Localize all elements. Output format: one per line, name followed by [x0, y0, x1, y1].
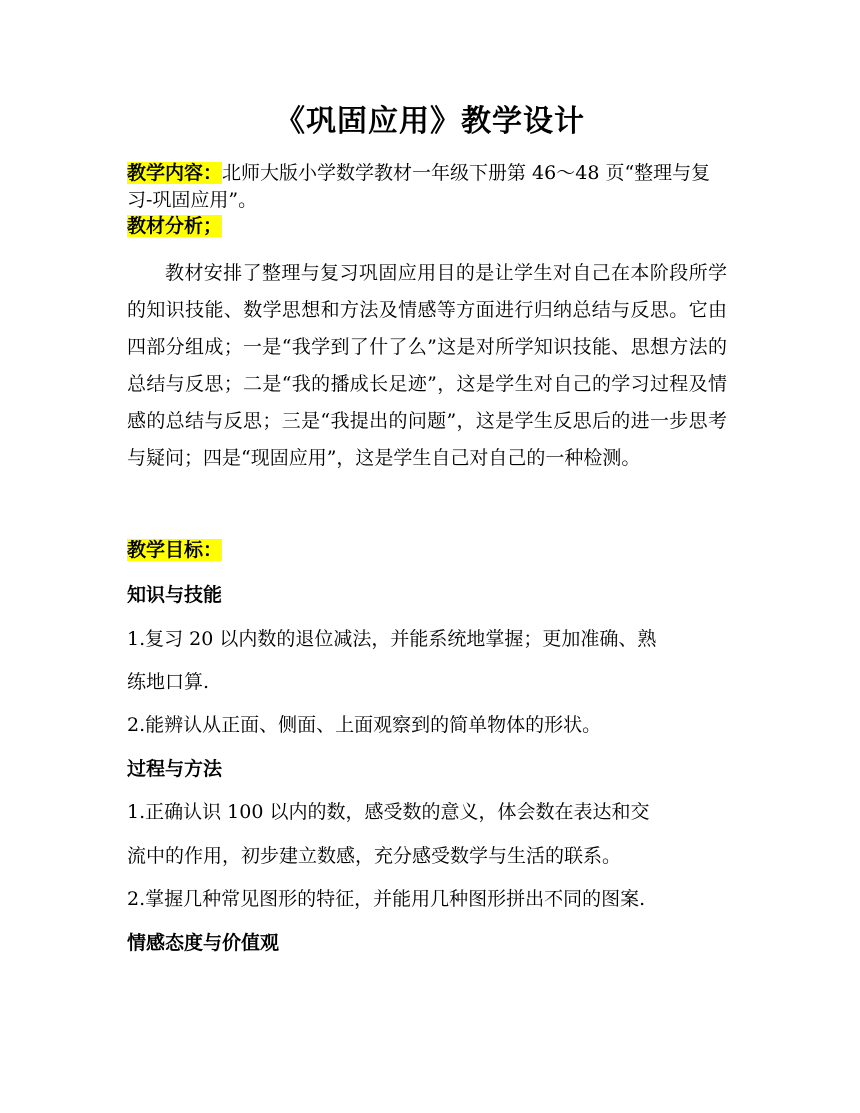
knowledge-skills-heading: 知识与技能	[127, 584, 223, 606]
knowledge-item-1-line-1: 1.复习 20 以内数的退位减法，并能系统地掌握；更加准确、熟	[127, 628, 657, 650]
process-item-1-line-2: 流中的作用，初步建立数感，充分感受数学与生活的联系。	[127, 845, 622, 867]
knowledge-item-2: 2.能辨认从正面、侧面、上面观察到的简单物体的形状。	[127, 714, 602, 736]
process-item-2: 2.掌握几种常见图形的特征，并能用几种图形拼出不同的图案.	[127, 888, 646, 910]
material-analysis-heading	[127, 213, 222, 239]
teaching-content-text: 北师大版小学数学教材一年级下册第 46～48 页“整理与复	[222, 162, 711, 184]
teaching-goals-label: 教学目标：	[127, 539, 223, 561]
knowledge-item-1-line-2: 练地口算.	[127, 671, 210, 693]
material-analysis-paragraph: 教材安排了整理与复习巩固应用目的是让学生对自己在本阶段所学的知识技能、数学思想和方法及情感等方面进行归纳总结与反思。它由四部分组成；一是“我学到了什了么”这是对所学知识技能、思想方法的总结与反思；二是“我的播成长足迹”，这是学生对自己的学习过程及情感的总结与反思；三是“我提出的问题”，这是学生反思后的进一步思考与疑问；四是“现固应用”，这是学生自己对自己的一种检测。	[127, 262, 727, 469]
page-title: 《巩固应用》教学设计	[275, 104, 585, 139]
teaching-content-line-1	[127, 160, 710, 186]
process-method-heading: 过程与方法	[127, 758, 223, 780]
teaching-goals-heading	[127, 537, 222, 563]
material-analysis-label: 教材分析；	[127, 215, 223, 237]
teaching-content-label: 教学内容：	[127, 162, 223, 184]
process-item-1-line-1: 1.正确认识 100 以内的数，感受数的意义，体会数在表达和交	[127, 801, 650, 823]
emotion-values-heading: 情感态度与价值观	[127, 932, 280, 954]
teaching-content-line-2: 习-巩固应用”。	[127, 189, 258, 211]
